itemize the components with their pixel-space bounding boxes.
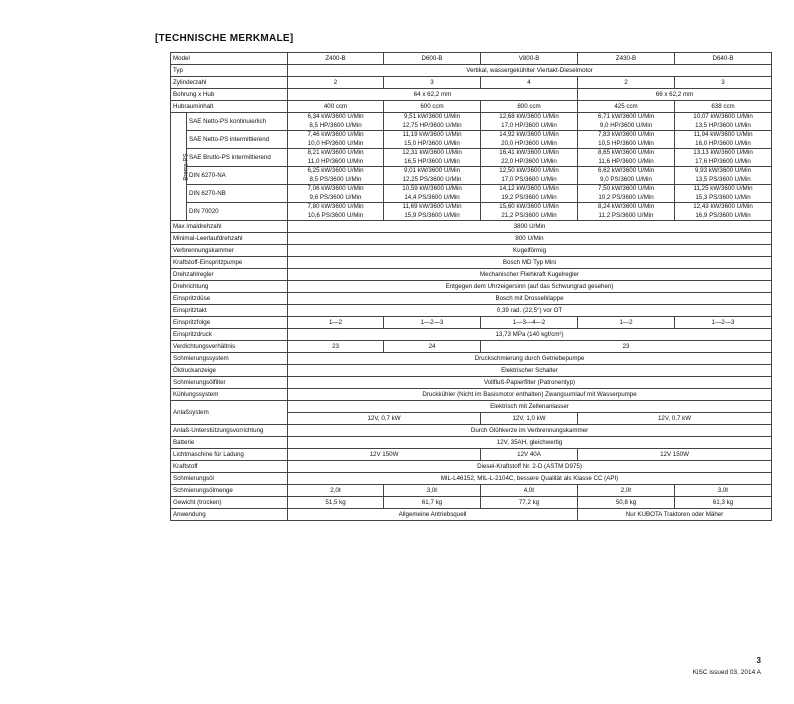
cell-label: DIN 70020: [187, 203, 288, 221]
cell-value: 12V, 0,7 kW: [288, 413, 481, 425]
value-line: 19,2 PS/3600 U/Min: [501, 193, 557, 201]
cell-value: MIL-L46152, MIL-L-2104C, bessere Qualität als Klasse CC (API): [288, 473, 772, 485]
value-line: 22,0 HP/3600 U/Min: [501, 157, 557, 165]
value-line: 7,06 kW/3600 U/Min: [307, 185, 364, 192]
cell-value: 66 x 62,2 mm: [578, 89, 772, 101]
cell-value: 2: [578, 77, 675, 89]
value-line: 10,2 PS/3600 U/Min: [598, 193, 654, 201]
cell-label: Hubrauminhalt: [171, 101, 288, 113]
cell-value: Elektrischer Schalter: [288, 365, 772, 377]
value-line: 11,25 kW/3600 U/Min: [693, 185, 753, 192]
cell-label: Drehrichtung: [171, 281, 288, 293]
cell-label: Lichtmaschine für Ladung: [171, 449, 288, 461]
row-oeldruck: [171, 365, 772, 377]
row-zylinder: [171, 77, 772, 89]
row-power: [171, 203, 772, 221]
cell-value: 3,0ℓ: [384, 485, 481, 497]
value-line: 12,31 kW/3600 U/Min: [402, 149, 462, 156]
value-line: 11,94 kW/3600 U/Min: [693, 131, 753, 138]
cell-label: Kühlungssystem: [171, 389, 288, 401]
value-line: 21,2 PS/3600 U/Min: [501, 211, 557, 219]
cell-value: [578, 113, 675, 131]
cell-label: Minimal-Leerlaufdrehzahl: [171, 233, 288, 245]
cell-value: 12V 40A: [481, 449, 578, 461]
value-line: 15,3 PS/3600 U/Min: [695, 193, 751, 201]
value-line: 17,6 HP/3600 U/Min: [695, 157, 751, 165]
value-line: 10,5 HP/3600 U/Min: [598, 139, 654, 147]
bremse-label: Brems-PS: [183, 152, 190, 181]
cell-value: 400 ccm: [288, 101, 384, 113]
model-header: D640-B: [675, 53, 772, 65]
value-line: 16,0 HP/3600 U/Min: [695, 139, 751, 147]
row-kuehlung: [171, 389, 772, 401]
value-line: 6,62 kW/3600 U/Min: [597, 167, 655, 174]
row-kraftstoff: [171, 461, 772, 473]
cell-value: [481, 167, 578, 185]
cell-label: SAE Netto-PS kontinuierlich: [187, 113, 288, 131]
cell-value: 61,3 kg: [675, 497, 772, 509]
cell-value: 12V, 0,7 kW: [578, 413, 772, 425]
cell-value: [288, 167, 384, 185]
value-line: 6,25 kW/3600 U/Min: [307, 167, 364, 174]
cell-label: Anlaßsystem: [171, 401, 288, 425]
row-regler: [171, 269, 772, 281]
cell-value: Nur KUBOTA Traktoren oder Mäher: [578, 509, 772, 521]
cell-label: Schmierungsölfilter: [171, 377, 288, 389]
cell-value: Vertikal, wassergekühlter Viertakt-Dieselmotor: [288, 65, 772, 77]
cell-label: Kraftstoff: [171, 461, 288, 473]
value-line: 9,01 kW/3600 U/Min: [403, 167, 461, 174]
value-line: 7,83 kW/3600 U/Min: [597, 131, 655, 138]
value-line: 10,59 kW/3600 U/Min: [402, 185, 462, 192]
cell-value: 64 x 62,2 mm: [288, 89, 578, 101]
row-anlass-top: [171, 401, 772, 413]
value-line: 7,50 kW/3600 U/Min: [597, 185, 655, 192]
cell-value: Entgegen dem Uhrzeigersinn (auf das Schwungrad gesehen): [288, 281, 772, 293]
model-header: Z430-B: [578, 53, 675, 65]
row-pumpe: [171, 257, 772, 269]
row-unterstuetzung: [171, 425, 772, 437]
cell-value: Mechanischer Fliehkraft Kugelregler: [288, 269, 772, 281]
cell-value: [288, 131, 384, 149]
cell-value: 425 ccm: [578, 101, 675, 113]
value-line: 9,0 HP/3600 U/Min: [599, 121, 653, 129]
page-number: 3: [756, 656, 761, 665]
row-verdichtung: [171, 341, 772, 353]
cell-value: 600 ccm: [384, 101, 481, 113]
cell-value: [675, 113, 772, 131]
row-gewicht: [171, 497, 772, 509]
cell-value: 1—2—3: [384, 317, 481, 329]
cell-value: 2,0ℓ: [288, 485, 384, 497]
row-druck: [171, 329, 772, 341]
cell-value: 2: [288, 77, 384, 89]
cell-label: SAE Netto-PS intermittierend: [187, 131, 288, 149]
row-typ: [171, 65, 772, 77]
cell-value: 4: [481, 77, 578, 89]
cell-value: 61,7 kg: [384, 497, 481, 509]
value-line: 8,65 kW/3600 U/Min: [597, 149, 655, 156]
cell-label: Max imaldrehzahl: [171, 221, 288, 233]
cell-value: Diesel-Kraftstoff Nr. 2-D (ASTM D975): [288, 461, 772, 473]
cell-value: 3,0ℓ: [675, 485, 772, 497]
value-line: 12,68 kW/3600 U/Min: [499, 113, 559, 120]
cell-value: Durch Glühkerze im Verbrennungskammer: [288, 425, 772, 437]
value-line: 9,51 kW/3600 U/Min: [403, 113, 461, 120]
cell-label: Anlaß-Unterstützungsvorrichtung: [171, 425, 288, 437]
cell-label: DIN 6270-NA: [187, 167, 288, 185]
row-hubraum: [171, 101, 772, 113]
cell-value: 800 ccm: [481, 101, 578, 113]
value-line: 6,34 kW/3600 U/Min: [307, 113, 364, 120]
cell-value: 1—2: [288, 317, 384, 329]
cell-value: 1—3—4—2: [481, 317, 578, 329]
cell-value: Druckschmierung durch Getriebepumpe: [288, 353, 772, 365]
cell-label: Einspritzdüse: [171, 293, 288, 305]
row-bohrung: [171, 89, 772, 101]
cell-value: 1—2: [578, 317, 675, 329]
cell-value: [288, 113, 384, 131]
cell-value: [481, 185, 578, 203]
row-oel: [171, 473, 772, 485]
value-line: 15,9 PS/3600 U/Min: [404, 211, 460, 219]
cell-label: Kraftstoff-Einspritzpumpe: [171, 257, 288, 269]
cell-value: [288, 203, 384, 221]
row-maxdreh: [171, 221, 772, 233]
row-power: [171, 149, 772, 167]
cell-value: 51,5 kg: [288, 497, 384, 509]
value-line: 16,41 kW/3600 U/Min: [499, 149, 559, 156]
cell-value: [384, 113, 481, 131]
value-line: 6,71 kW/3600 U/Min: [597, 113, 655, 120]
value-line: 10,0 HP/3600 U/Min: [307, 139, 364, 147]
cell-label: Öldruckanzeige: [171, 365, 288, 377]
cell-value: [675, 185, 772, 203]
cell-label: DIN 6270-NB: [187, 185, 288, 203]
cell-label: SAE Brutto-PS intermittierend: [187, 149, 288, 167]
value-line: 13,5 PS/3600 U/Min: [695, 175, 751, 183]
row-duese: [171, 293, 772, 305]
cell-value: Bosch mit Drosselklappe: [288, 293, 772, 305]
footer-issue: KiSC issued 03, 2014 A: [692, 669, 761, 676]
row-kammer: [171, 245, 772, 257]
value-line: 13,13 kW/3600 U/Min: [693, 149, 753, 156]
cell-value: 12V, 1,0 kW: [481, 413, 578, 425]
cell-label: Schmierungsöl: [171, 473, 288, 485]
row-power: [171, 167, 772, 185]
value-line: 8,21 kW/3600 U/Min: [307, 149, 364, 156]
value-line: 12,25 PS/3600 U/Min: [402, 175, 462, 183]
cell-value: 1—2—3: [675, 317, 772, 329]
cell-value: 77,2 kg: [481, 497, 578, 509]
page-title: [TECHNISCHE MERKMALE]: [155, 33, 294, 44]
cell-value: Druckkühler (Nicht im Basismotor enthalten) Zwangsumlauf mit Wasserpumpe: [288, 389, 772, 401]
cell-value: 3800 U/Min: [288, 221, 772, 233]
model-header: V800-B: [481, 53, 578, 65]
cell-value: [578, 167, 675, 185]
row-model: [171, 53, 772, 65]
cell-label: Einspritzfolge: [171, 317, 288, 329]
cell-value: 0,39 rad. (22,5°) vor OT: [288, 305, 772, 317]
row-batterie: [171, 437, 772, 449]
value-line: 11,0 HP/3600 U/Min: [307, 157, 364, 165]
cell-value: 23: [481, 341, 772, 353]
cell-value: 12V, 35AH, gleichwertig: [288, 437, 772, 449]
cell-label: Typ: [171, 65, 288, 77]
value-line: 7,80 kW/3600 U/Min: [307, 203, 364, 210]
value-line: 16,9 PS/3600 U/Min: [695, 211, 751, 219]
cell-value: [288, 149, 384, 167]
value-line: 9,0 PS/3600 U/Min: [600, 175, 652, 183]
cell-value: [384, 149, 481, 167]
cell-value: 50,8 kg: [578, 497, 675, 509]
row-power: [171, 185, 772, 203]
row-anwendung: [171, 509, 772, 521]
row-power: [171, 131, 772, 149]
cell-value: [481, 203, 578, 221]
value-line: 17,0 PS/3600 U/Min: [501, 175, 557, 183]
cell-value: [384, 185, 481, 203]
spec-table: [170, 52, 772, 521]
row-oelmenge: [171, 485, 772, 497]
cell-label: Einspritzdruck: [171, 329, 288, 341]
value-line: 14,12 kW/3600 U/Min: [499, 185, 559, 192]
row-richtung: [171, 281, 772, 293]
value-line: 10,6 PS/3600 U/Min: [307, 211, 364, 219]
value-line: 8,24 kW/3600 U/Min: [597, 203, 655, 210]
cell-label: Verbrennungskammer: [171, 245, 288, 257]
value-line: 15,60 kW/3600 U/Min: [499, 203, 559, 210]
cell-value: [481, 149, 578, 167]
cell-label: Einspritztakt: [171, 305, 288, 317]
cell-value: 800 U/Min: [288, 233, 772, 245]
cell-label: Verdichtungsverhältnis: [171, 341, 288, 353]
cell-label: Drehzahlregler: [171, 269, 288, 281]
value-line: 11,2 PS/3600 U/Min: [598, 211, 654, 219]
value-line: 20,0 HP/3600 U/Min: [501, 139, 557, 147]
cell-value: [384, 167, 481, 185]
cell-label: Bohrung x Hub: [171, 89, 288, 101]
cell-value: 638 ccm: [675, 101, 772, 113]
bremse-label-cell: [171, 113, 190, 221]
cell-label: Model: [171, 53, 288, 65]
value-line: 16,5 HP/3600 U/Min: [404, 157, 460, 165]
value-line: 12,50 kW/3600 U/Min: [499, 167, 559, 174]
value-line: 11,19 kW/3600 U/Min: [402, 131, 462, 138]
cell-value: [288, 185, 384, 203]
cell-value: [481, 113, 578, 131]
row-schmierung: [171, 353, 772, 365]
value-line: 13,5 HP/3600 U/Min: [695, 121, 751, 129]
cell-value: [578, 203, 675, 221]
cell-value: [481, 131, 578, 149]
model-header: D600-B: [384, 53, 481, 65]
cell-label: Zylinderzahl: [171, 77, 288, 89]
value-line: 10,07 kW/3600 U/Min: [693, 113, 753, 120]
row-takt: [171, 305, 772, 317]
cell-value: [578, 131, 675, 149]
cell-value: [578, 149, 675, 167]
cell-value: 12V 150W: [578, 449, 772, 461]
row-leerlauf: [171, 233, 772, 245]
cell-value: Allgemeine Antriebsquell: [288, 509, 578, 521]
cell-value: Bosch MD Typ Mini: [288, 257, 772, 269]
row-folge: [171, 317, 772, 329]
value-line: 9,93 kW/3600 U/Min: [694, 167, 752, 174]
cell-value: 4,0ℓ: [481, 485, 578, 497]
cell-label: Gewicht (trocken): [171, 497, 288, 509]
cell-value: [384, 203, 481, 221]
cell-value: 3: [384, 77, 481, 89]
value-line: 15,0 HP/3600 U/Min: [404, 139, 460, 147]
row-power: [171, 113, 772, 131]
cell-value: Vollfluß-Papierfilter (Patronentyp): [288, 377, 772, 389]
value-line: 11,69 kW/3600 U/Min: [402, 203, 462, 210]
cell-value: [675, 149, 772, 167]
cell-value: 12V 150W: [288, 449, 481, 461]
cell-value: [675, 203, 772, 221]
cell-label: Batterie: [171, 437, 288, 449]
value-line: 11,6 HP/3600 U/Min: [598, 157, 654, 165]
cell-value: Kugelförmig: [288, 245, 772, 257]
cell-value: [675, 167, 772, 185]
cell-value: [675, 131, 772, 149]
cell-value: Elektrisch mit Zellenanlasser: [288, 401, 772, 413]
cell-value: 3: [675, 77, 772, 89]
row-licht: [171, 449, 772, 461]
cell-label: Anwendung: [171, 509, 288, 521]
model-header: Z400-B: [288, 53, 384, 65]
cell-value: 13,73 MPa (140 kgf/cm²): [288, 329, 772, 341]
value-line: 8,5 PS/3600 U/Min: [309, 175, 362, 183]
cell-label: Schmierungsölmenge: [171, 485, 288, 497]
cell-value: 24: [384, 341, 481, 353]
value-line: 12,43 kW/3600 U/Min: [693, 203, 753, 210]
cell-value: 23: [288, 341, 384, 353]
value-line: 12,75 HP/3600 U/Min: [402, 121, 462, 129]
value-line: 7,46 kW/3600 U/Min: [307, 131, 364, 138]
value-line: 8,5 HP/3600 U/Min: [309, 121, 362, 129]
value-line: 17,0 HP/3600 U/Min: [501, 121, 557, 129]
row-oelfilter: [171, 377, 772, 389]
value-line: 14,4 PS/3600 U/Min: [404, 193, 460, 201]
value-line: 9,6 PS/3600 U/Min: [309, 193, 362, 201]
value-line: 14,92 kW/3600 U/Min: [499, 131, 559, 138]
cell-label: Schmierungssystem: [171, 353, 288, 365]
cell-value: 2,0ℓ: [578, 485, 675, 497]
cell-value: [384, 131, 481, 149]
cell-value: [578, 185, 675, 203]
